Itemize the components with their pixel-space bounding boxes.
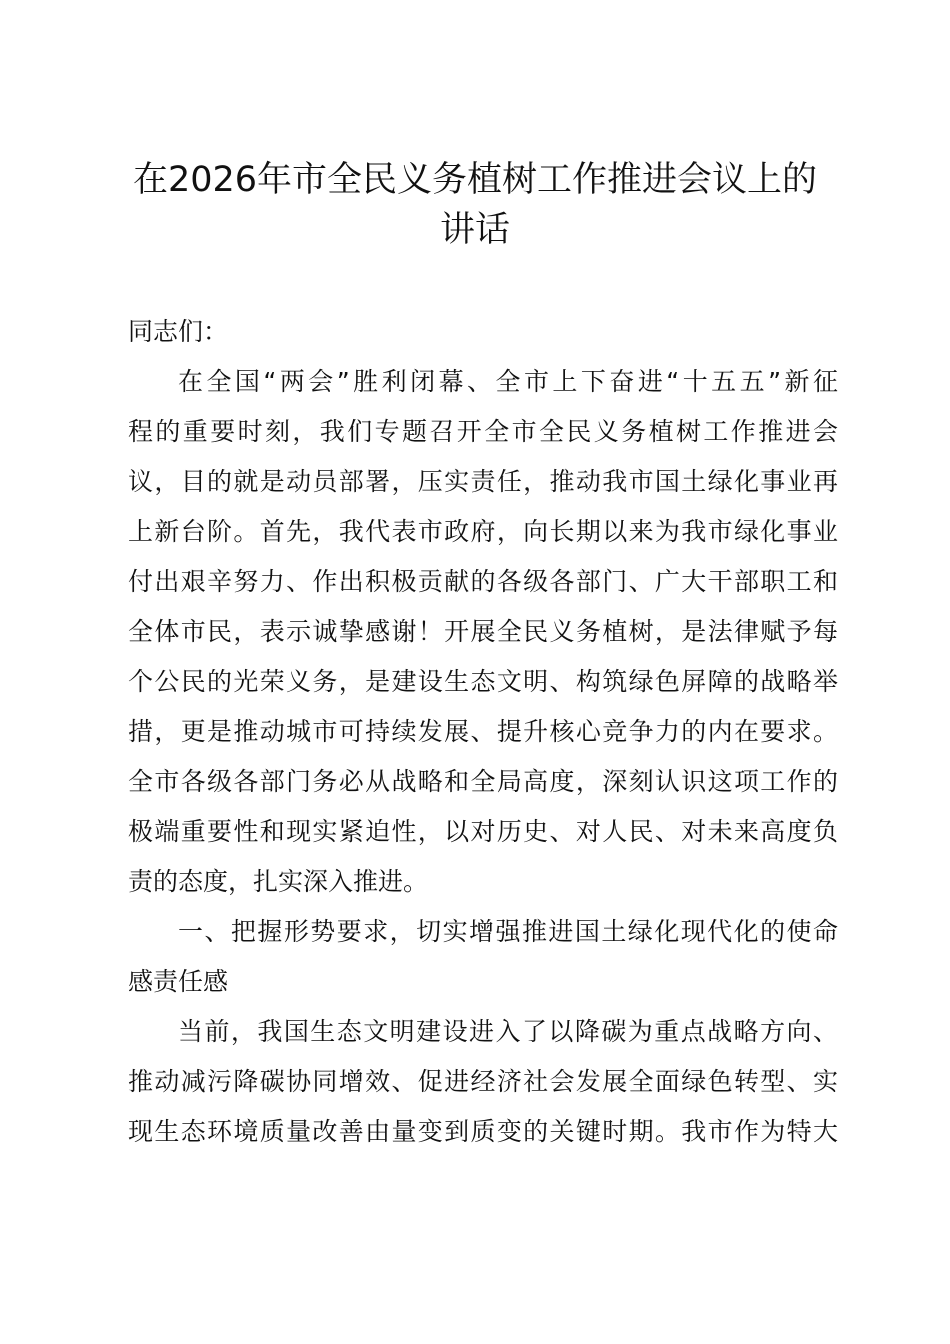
paragraph-line: 现生态环境质量改善由量变到质变的关键时期。我市作为特大 xyxy=(128,1117,838,1146)
heading-line: 感责任感 xyxy=(128,967,229,996)
paragraph-line: 极端重要性和现实紧迫性，以对历史、对人民、对未来高度负 xyxy=(128,817,838,846)
heading-line: 一、把握形势要求，切实增强推进国土绿化现代化的使命 xyxy=(178,917,838,946)
section-heading xyxy=(128,907,838,1007)
paragraph-line: 推动减污降碳协同增效、促进经济社会发展全面绿色转型、实 xyxy=(128,1067,838,1096)
paragraph xyxy=(128,357,838,907)
document-title xyxy=(100,155,850,255)
paragraph-line: 上新台阶。首先，我代表市政府，向长期以来为我市绿化事业 xyxy=(128,517,838,546)
document-body xyxy=(128,307,838,1157)
title-line: 在2026年市全民义务植树工作推进会议上的 xyxy=(132,160,818,200)
salutation: 同志们： xyxy=(128,317,229,346)
paragraph xyxy=(128,1007,838,1157)
paragraph-line: 付出艰辛努力、作出积极贡献的各级各部门、广大干部职工和 xyxy=(128,567,838,596)
paragraph-line: 全市各级各部门务必从战略和全局高度，深刻认识这项工作的 xyxy=(128,767,838,796)
paragraph-line: 个公民的光荣义务，是建设生态文明、构筑绿色屏障的战略举 xyxy=(128,667,838,696)
paragraph-line: 在全国“两会”胜利闭幕、全市上下奋进“十五五”新征 xyxy=(178,367,838,396)
paragraph-line: 措，更是推动城市可持续发展、提升核心竞争力的内在要求。 xyxy=(128,717,838,746)
paragraph-line: 程的重要时刻，我们专题召开全市全民义务植树工作推进会 xyxy=(128,417,838,446)
paragraph-line: 当前，我国生态文明建设进入了以降碳为重点战略方向、 xyxy=(178,1017,838,1046)
paragraph-line: 议，目的就是动员部署，压实责任，推动我市国土绿化事业再 xyxy=(128,467,838,496)
title-line: 讲话 xyxy=(439,210,510,250)
paragraph-line: 全体市民，表示诚挚感谢！开展全民义务植树，是法律赋予每 xyxy=(128,617,838,646)
paragraph-line: 责的态度，扎实深入推进。 xyxy=(128,867,429,896)
